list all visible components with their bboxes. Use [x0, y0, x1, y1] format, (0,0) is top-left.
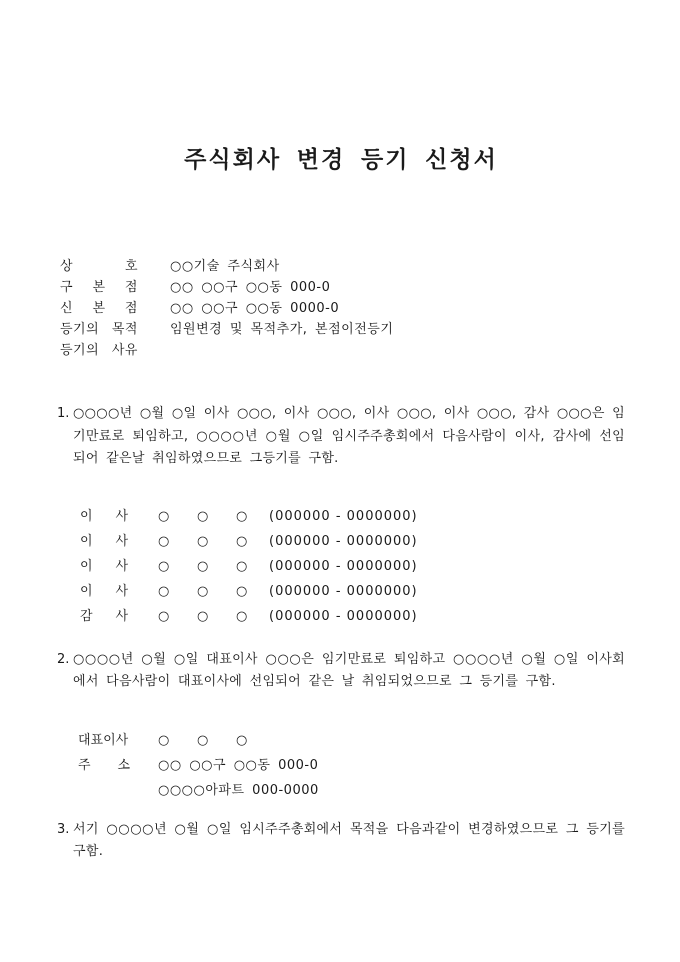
officer-id-number: (000000 - 0000000): [269, 508, 418, 524]
section-text: 서기 ○○○○년 ○월 ○일 임시주주총회에서 목적을 다음과같이 변경하였으므로 그 등기를 구함.: [73, 821, 625, 859]
officer-name-placeholder: ○: [197, 508, 209, 524]
officer-row: [57, 604, 625, 629]
representative-name-row: [57, 728, 625, 753]
officer-list: [57, 504, 625, 629]
section-number: 3.: [57, 821, 70, 837]
info-row-new-head-office: [57, 298, 625, 319]
officer-row: [57, 579, 625, 604]
officer-role: 이 사: [80, 583, 128, 599]
info-label: 구 본 점: [60, 280, 138, 295]
info-value: ○○ ○○구 ○○동 0000-0: [170, 301, 340, 316]
officer-id-number: (000000 - 0000000): [269, 583, 418, 599]
officer-name-placeholder: ○: [158, 533, 170, 549]
officer-role: 이 사: [80, 533, 128, 549]
section-text: ○○○○년 ○월 ○일 이사 ○○○, 이사 ○○○, 이사 ○○○, 이사 ○○○, 감사 ○○○은 임기만료로 퇴임하고, ○○○○년 ○월 ○일 임시주주총회에서 다음사람이 이사, 감사에 선임되어 같은날 취임하였으므로 그등기를 구함.: [73, 406, 625, 466]
officer-name-placeholder: ○: [197, 533, 209, 549]
info-value: ○○기술 주식회사: [170, 259, 280, 274]
officer-name-placeholder: ○: [236, 583, 248, 599]
section-text: ○○○○년 ○월 ○일 대표이사 ○○○은 임기만료로 퇴임하고 ○○○○년 ○월 ○일 이사회에서 다음사람이 대표이사에 선임되어 같은 날 취임되었으므로 그 등기를 구함.: [73, 651, 625, 689]
officer-id-number: (000000 - 0000000): [269, 608, 418, 624]
representative-role: 대표이사: [78, 732, 129, 748]
representative-name-placeholder: ○: [197, 732, 209, 748]
officer-name-placeholder: ○: [236, 533, 248, 549]
officer-role: 감 사: [80, 608, 128, 624]
officer-row: [57, 504, 625, 529]
officer-name-placeholder: ○: [158, 558, 170, 574]
officer-name-placeholder: ○: [197, 583, 209, 599]
section-number: 2.: [57, 651, 70, 667]
representative-name-placeholder: ○: [236, 732, 248, 748]
officer-name-placeholder: ○: [236, 608, 248, 624]
officer-name-placeholder: ○: [197, 608, 209, 624]
info-label: 등기의 목적: [60, 322, 138, 337]
officer-name-placeholder: ○: [158, 608, 170, 624]
representative-address-row: [57, 753, 625, 778]
officer-row: [57, 529, 625, 554]
section-1-officer-change: [57, 403, 625, 471]
section-2-representative-change: [57, 649, 625, 694]
info-row-registration-reason: [57, 340, 625, 361]
info-label: 상 호: [60, 259, 138, 274]
info-value: ○○ ○○구 ○○동 000-0: [170, 280, 331, 295]
registration-info-block: [57, 256, 625, 361]
officer-role: 이 사: [80, 558, 128, 574]
representative-address-row-2: [57, 778, 625, 803]
representative-block: [57, 728, 625, 803]
officer-name-placeholder: ○: [236, 508, 248, 524]
officer-role: 이 사: [80, 508, 128, 524]
officer-name-placeholder: ○: [158, 508, 170, 524]
officer-name-placeholder: ○: [197, 558, 209, 574]
officer-id-number: (000000 - 0000000): [269, 558, 418, 574]
officer-name-placeholder: ○: [236, 558, 248, 574]
officer-name-placeholder: ○: [158, 583, 170, 599]
info-value: 임원변경 및 목적추가, 본점이전등기: [170, 322, 394, 337]
section-number: 1.: [57, 406, 70, 421]
page-title: 주식회사 변경 등기 신청서: [184, 147, 498, 172]
info-row-company-name: [57, 256, 625, 277]
address-label: 주 소: [78, 757, 130, 773]
officer-id-number: (000000 - 0000000): [269, 533, 418, 549]
address-label: [78, 778, 130, 803]
section-3-purpose-change: [57, 819, 625, 864]
info-label: 등기의 사유: [60, 343, 138, 358]
officer-row: [57, 554, 625, 579]
info-row-old-head-office: [57, 277, 625, 298]
representative-name-placeholder: ○: [158, 732, 170, 748]
address-value: ○○ ○○구 ○○동 000-0: [158, 757, 319, 773]
info-row-registration-purpose: [57, 319, 625, 340]
address-value: ○○○○아파트 000-0000: [158, 782, 319, 798]
info-label: 신 본 점: [60, 301, 138, 316]
